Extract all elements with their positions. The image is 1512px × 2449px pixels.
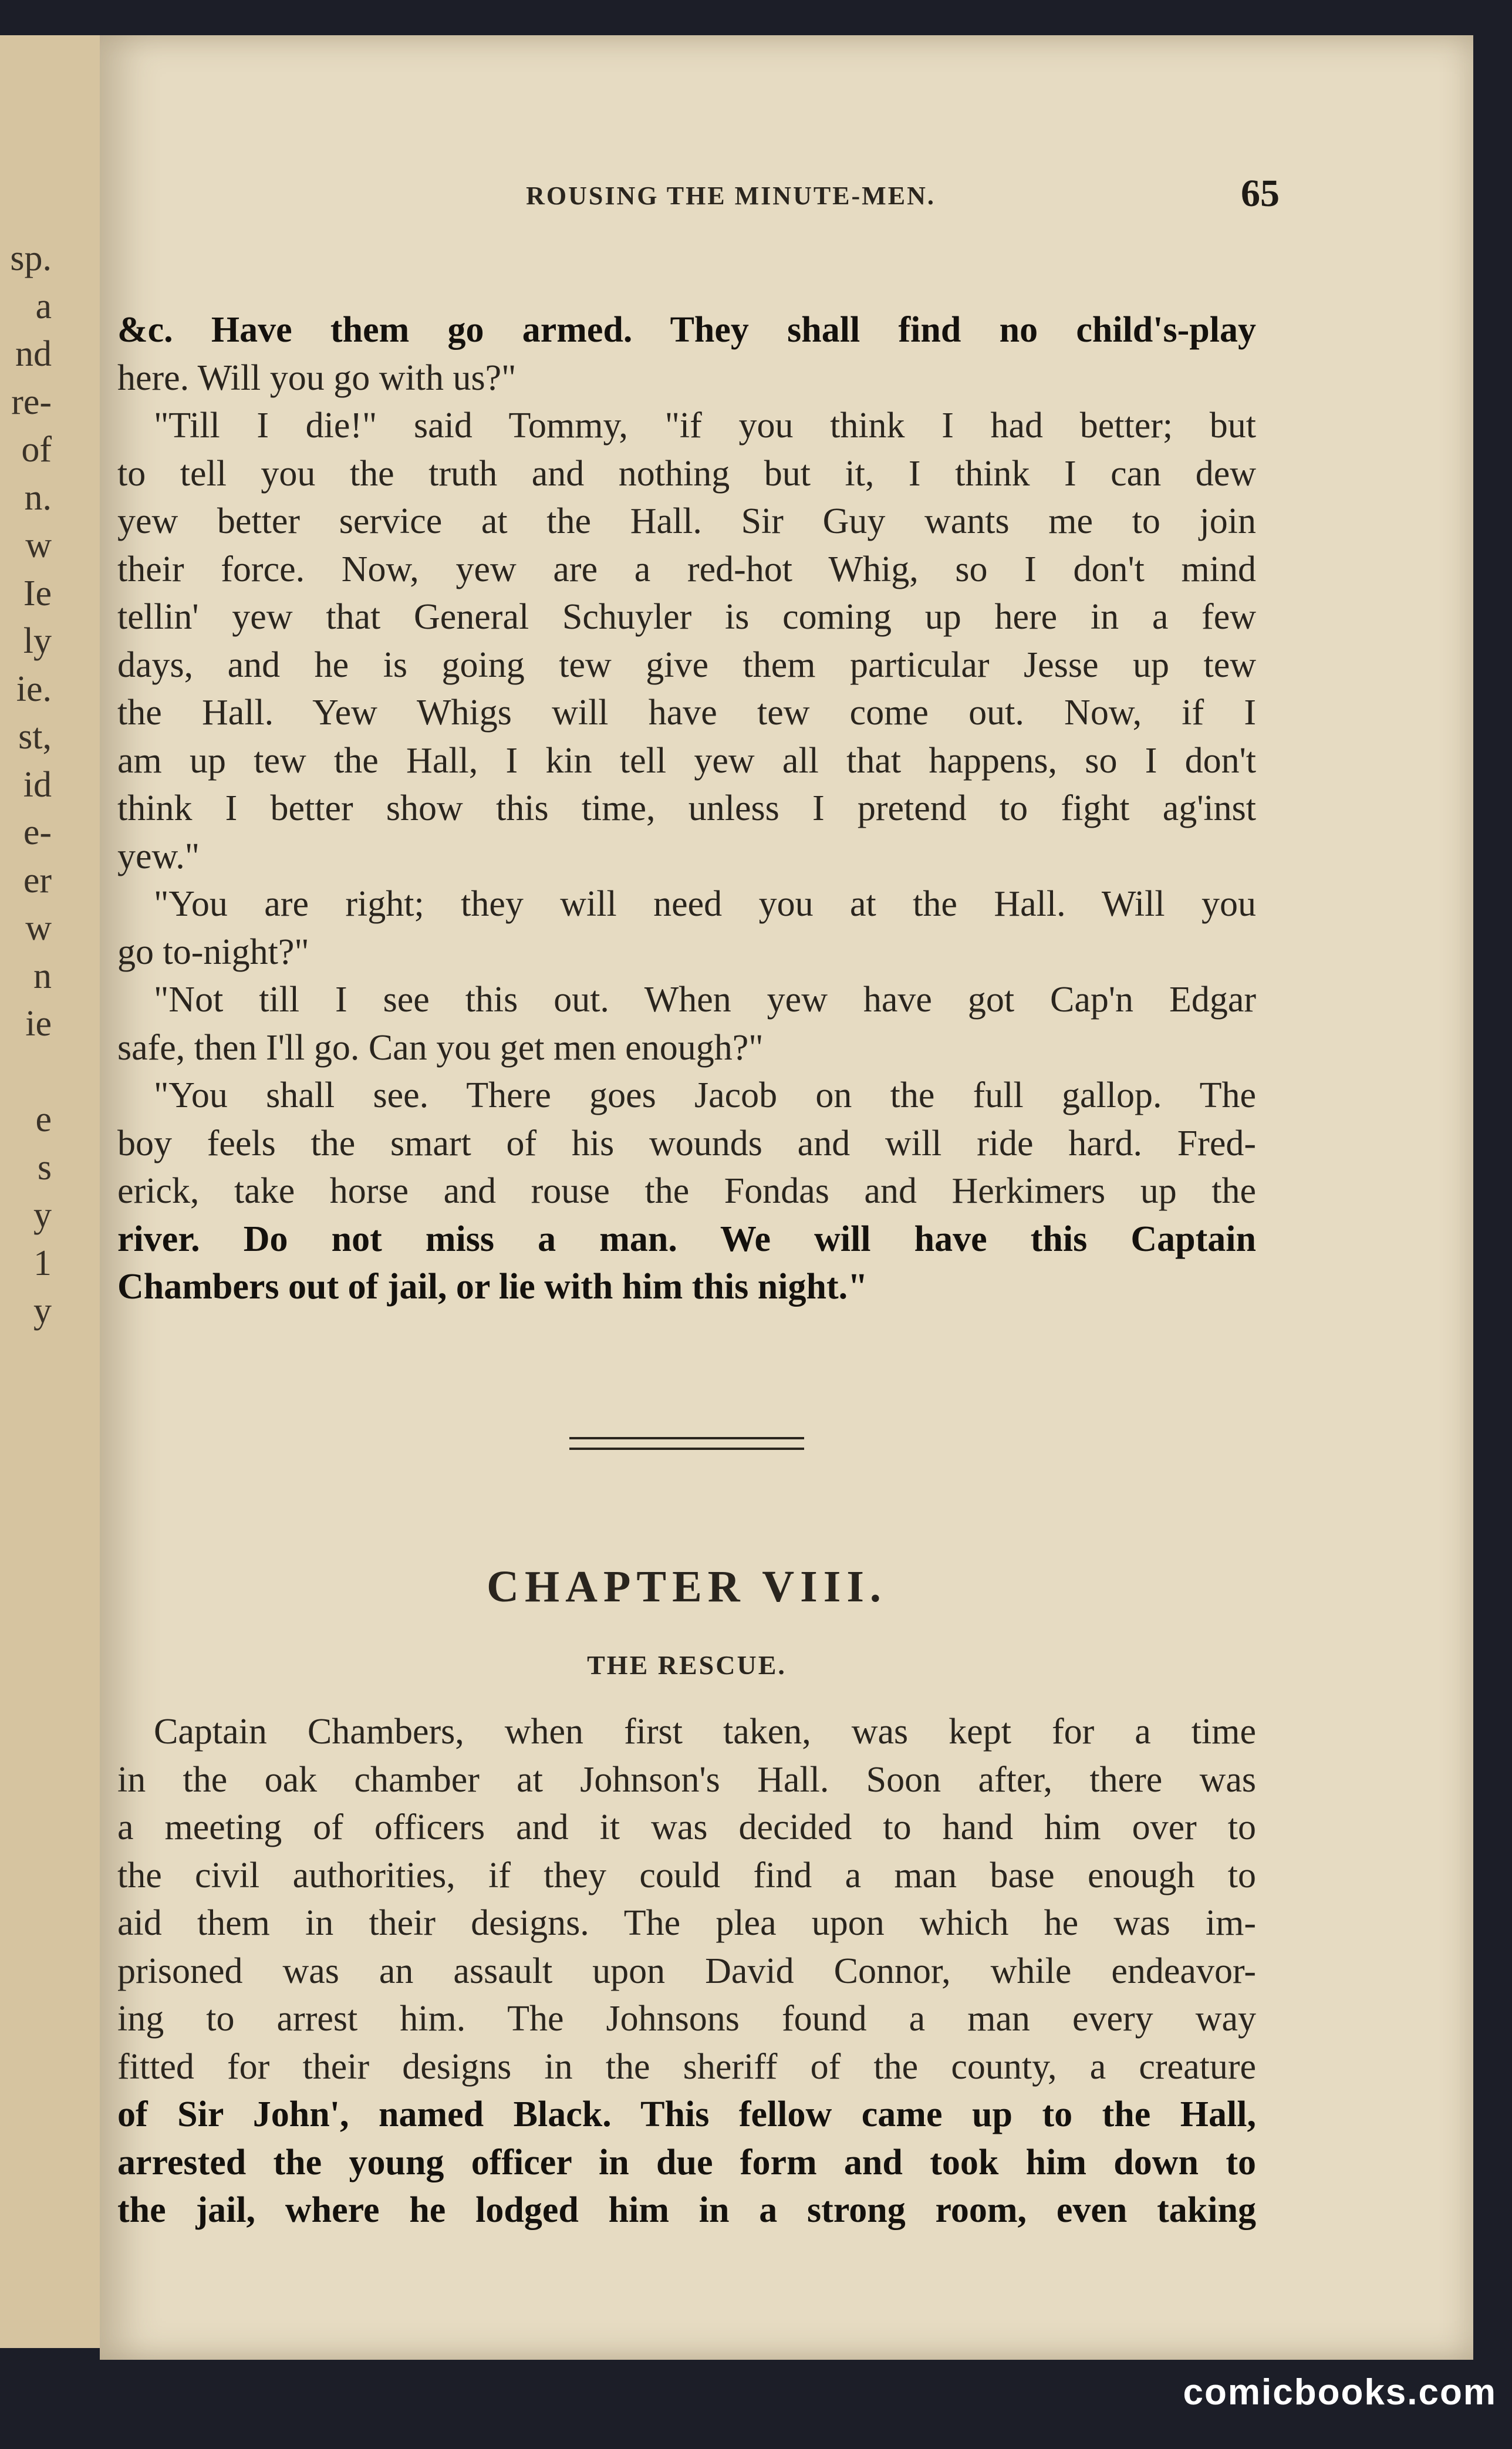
text-line: the Hall. Yew Whigs will have tew come out. Now, if I: [117, 693, 1256, 733]
text-line: aid them in their designs. The plea upon which he was im-: [117, 1903, 1256, 1943]
left-fragment: st,: [18, 717, 52, 757]
text-line: the civil authorities, if they could find a man base enough to: [117, 1855, 1256, 1895]
left-fragment: id: [23, 764, 52, 805]
text-line: think I better show this time, unless I pretend to fight ag'inst: [117, 788, 1256, 828]
left-fragment: sp.: [10, 238, 52, 278]
text-line: yew.": [117, 836, 200, 876]
text-line: am up tew the Hall, I kin tell yew all that happens, so I don't: [117, 740, 1256, 781]
left-fragment: nd: [15, 334, 52, 374]
section-ornament: [569, 1437, 804, 1450]
left-fragment: ly: [23, 621, 52, 661]
text-line: the jail, where he lodged him in a strong room, even taking: [117, 2190, 1256, 2230]
text-line: "You are right; they will need you at the Hall. Will you: [154, 884, 1256, 924]
left-fragment: er: [23, 860, 52, 900]
text-line: safe, then I'll go. Can you get men enough?": [117, 1027, 764, 1068]
text-line: "You shall see. There goes Jacob on the full gallop. The: [154, 1075, 1256, 1115]
text-line: river. Do not miss a man. We will have this Captain: [117, 1219, 1256, 1259]
chapter-text: [100, 1708, 1368, 2235]
text-line: Chambers out of jail, or lie with him this night.": [117, 1267, 868, 1307]
left-fragment: e: [35, 1099, 52, 1139]
left-fragment: ie.: [16, 669, 52, 709]
text-line: days, and he is going tew give them particular Jesse up tew: [117, 645, 1256, 685]
chapter-subtitle: THE RESCUE.: [587, 1650, 787, 1680]
left-fragment: y: [33, 1195, 52, 1235]
text-line: their force. Now, yew are a red-hot Whig, so I don't mind: [117, 549, 1256, 589]
text-line: in the oak chamber at Johnson's Hall. Soon after, there was: [117, 1759, 1256, 1800]
left-fragment: n.: [24, 477, 52, 518]
left-page-edge: [0, 35, 103, 2348]
left-page-fragments: [0, 235, 100, 1335]
left-fragment: e-: [23, 812, 52, 852]
left-fragment: 1: [33, 1243, 52, 1283]
text-line: tellin' yew that General Schuyler is coming up here in a few: [117, 597, 1256, 637]
chapter-title: CHAPTER VIII.: [487, 1562, 887, 1611]
body-text: [100, 306, 1368, 1311]
left-fragment: w: [25, 908, 52, 948]
text-line: Captain Chambers, when first taken, was kept for a time: [154, 1712, 1256, 1752]
text-line: arrested the young officer in due form and took him down to: [117, 2142, 1256, 2182]
text-line: &c. Have them go armed. They shall find no child's-play: [117, 310, 1256, 350]
left-fragment: s: [37, 1147, 52, 1188]
left-fragment: of: [21, 430, 52, 470]
left-fragment: w: [25, 525, 52, 565]
left-fragment: [0, 1048, 100, 1097]
page-number: 65: [1241, 172, 1280, 215]
running-head: ROUSING THE MINUTE-MEN.: [526, 181, 936, 210]
left-fragment: ie: [25, 1004, 52, 1044]
text-line: yew better service at the Hall. Sir Guy wants me to join: [117, 501, 1256, 541]
text-line: boy feels the smart of his wounds and will ride hard. Fred-: [117, 1123, 1256, 1163]
text-line: "Till I die!" said Tommy, "if you think I had better; but: [154, 406, 1256, 446]
text-line: go to-night?": [117, 932, 309, 972]
text-line: erick, take horse and rouse the Fondas and Herkimers up the: [117, 1171, 1256, 1211]
left-fragment: n: [33, 956, 52, 996]
book-page: [100, 35, 1473, 2360]
text-line: to tell you the truth and nothing but it, I think I can dew: [117, 453, 1256, 494]
left-fragment: y: [33, 1291, 52, 1331]
text-line: ing to arrest him. The Johnsons found a man every way: [117, 1999, 1256, 2039]
left-fragment: Ie: [23, 573, 52, 613]
text-line: here. Will you go with us?": [117, 357, 517, 398]
text-line: fitted for their designs in the sheriff of the county, a creature: [117, 2046, 1256, 2087]
text-line: prisoned was an assault upon David Connor, while endeavor-: [117, 1951, 1256, 1991]
text-line: of Sir John', named Black. This fellow came up to the Hall,: [117, 2094, 1256, 2134]
left-fragment: re-: [11, 382, 52, 422]
text-line: "Not till I see this out. When yew have got Cap'n Edgar: [154, 980, 1256, 1020]
text-line: a meeting of officers and it was decided to hand him over to: [117, 1807, 1256, 1847]
left-fragment: a: [35, 286, 52, 326]
site-watermark: comicbooks.com: [1183, 2372, 1497, 2413]
